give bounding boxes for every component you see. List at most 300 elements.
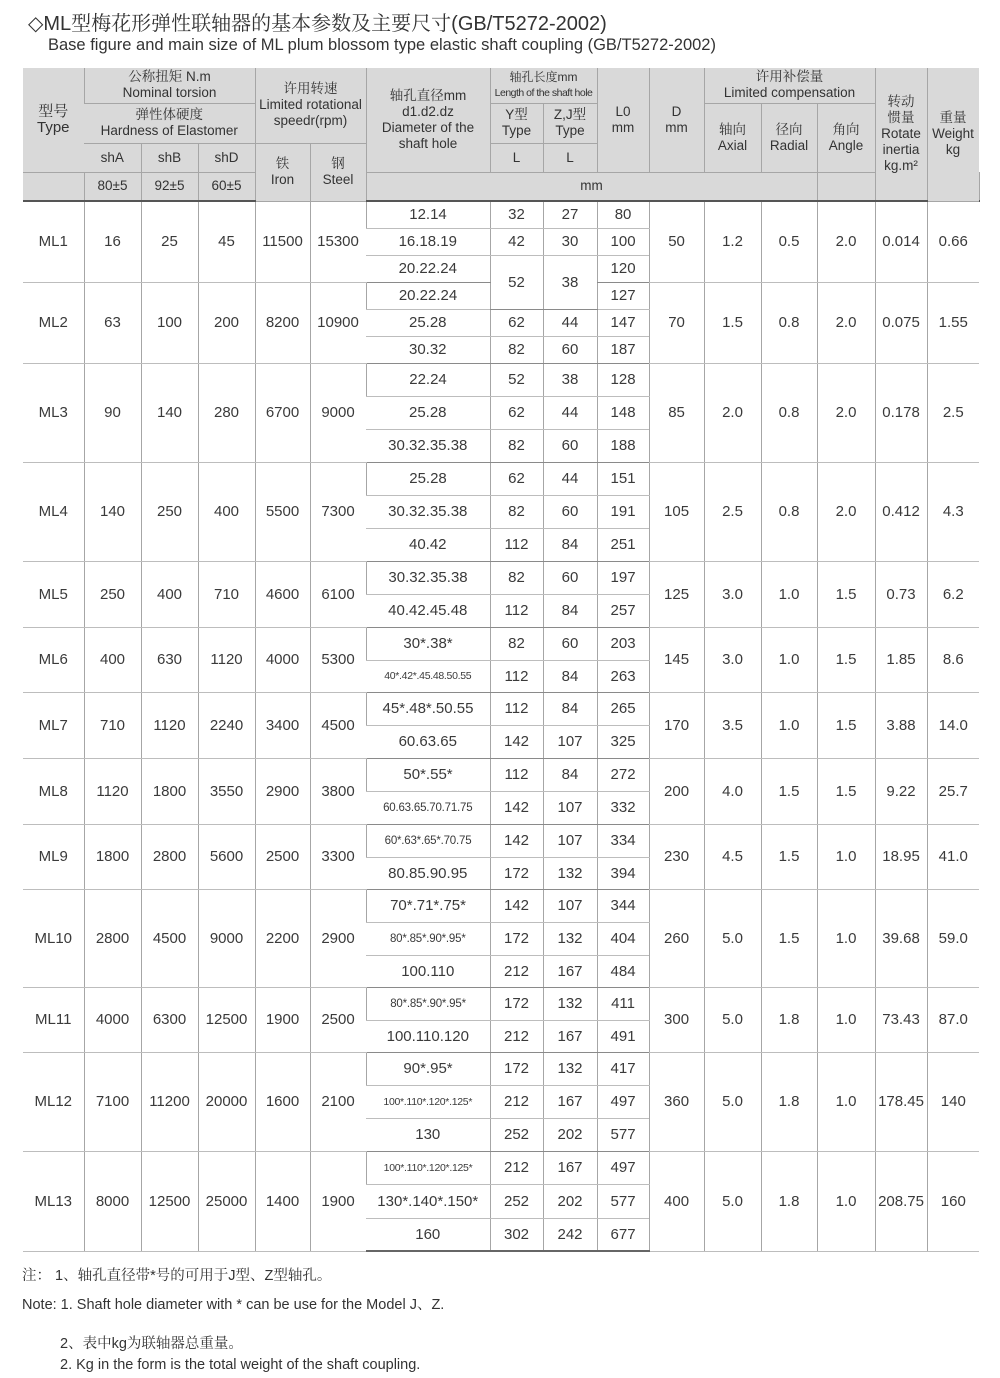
comp-radial: 0.5 [761, 201, 817, 282]
length-y-type: 82 [490, 336, 543, 363]
rotate-inertia: 3.88 [875, 692, 927, 758]
speed-steel: 10900 [310, 282, 366, 363]
weight: 14.0 [927, 692, 979, 758]
speed-iron: 1400 [255, 1151, 310, 1251]
length-zj-type: 38 [543, 363, 597, 396]
speed-iron: 1900 [255, 987, 310, 1052]
torque-shb: 4500 [141, 889, 198, 987]
comp-angle: 2.0 [817, 201, 875, 282]
length-y-type: 82 [490, 561, 543, 594]
length-y-type: 32 [490, 201, 543, 228]
length-zj-type: 107 [543, 824, 597, 857]
l0-length: 677 [597, 1218, 649, 1251]
header-type: 型号 Type [23, 68, 84, 172]
table-row [23, 363, 979, 396]
shaft-hole-diameter: 22.24 [366, 363, 490, 396]
header-empty-comp [817, 172, 927, 201]
torque-sha: 400 [84, 627, 141, 692]
shaft-hole-diameter: 100.110.120 [366, 1020, 490, 1052]
header-shb-value: 92±5 [141, 172, 198, 201]
shaft-hole-diameter: 60*.63*.65*.70.75 [366, 824, 490, 857]
header-l0: L0 mm [597, 68, 649, 172]
length-zj-type: 167 [543, 955, 597, 987]
l0-length: 497 [597, 1085, 649, 1118]
l0-length: 80 [597, 201, 649, 228]
header-l-y: L [490, 143, 543, 172]
speed-steel: 5300 [310, 627, 366, 692]
length-y-type: 82 [490, 429, 543, 462]
note-1-en: Note: 1. Shaft hole diameter with * can be use for the Model J、Z. [22, 1297, 445, 1313]
comp-radial: 1.0 [761, 627, 817, 692]
coupling-spec-table [23, 68, 979, 1252]
rotate-inertia: 0.178 [875, 363, 927, 462]
page-title-cn: ◇ML型梅花形弹性联轴器的基本参数及主要尺寸(GB/T5272-2002) [28, 13, 607, 35]
speed-steel: 4500 [310, 692, 366, 758]
speed-steel: 1900 [310, 1151, 366, 1251]
header-shb: shB [141, 143, 198, 172]
comp-angle: 1.0 [817, 987, 875, 1052]
torque-shb: 250 [141, 462, 198, 561]
length-y-type: 112 [490, 594, 543, 627]
speed-iron: 11500 [255, 201, 310, 282]
length-zj-type: 44 [543, 396, 597, 429]
l0-length: 404 [597, 922, 649, 955]
weight: 25.7 [927, 758, 979, 824]
comp-angle: 1.0 [817, 1151, 875, 1251]
shaft-hole-diameter: 30.32.35.38 [366, 429, 490, 462]
torque-shd: 5600 [198, 824, 255, 889]
l0-length: 334 [597, 824, 649, 857]
comp-angle: 2.0 [817, 363, 875, 462]
torque-shd: 20000 [198, 1052, 255, 1151]
torque-shb: 12500 [141, 1151, 198, 1251]
l0-length: 394 [597, 857, 649, 889]
length-zj-type: 167 [543, 1085, 597, 1118]
comp-radial: 1.5 [761, 758, 817, 824]
table-row [23, 201, 979, 228]
length-zj-type: 132 [543, 987, 597, 1020]
length-zj-type: 60 [543, 495, 597, 528]
shaft-hole-diameter: 130 [366, 1118, 490, 1151]
torque-sha: 2800 [84, 889, 141, 987]
torque-sha: 4000 [84, 987, 141, 1052]
speed-steel: 15300 [310, 201, 366, 282]
length-zj-type: 167 [543, 1020, 597, 1052]
speed-steel: 9000 [310, 363, 366, 462]
outer-diameter: 360 [649, 1052, 704, 1151]
header-bore: 轴孔直径mm d1.d2.dz Diameter of the shaft hole [366, 68, 490, 172]
weight: 160 [927, 1151, 979, 1251]
note-2-en: 2. Kg in the form is the total weight of the shaft coupling. [60, 1357, 421, 1373]
torque-sha: 8000 [84, 1151, 141, 1251]
torque-sha: 16 [84, 201, 141, 282]
note-2-cn: 2、表中kg为联轴器总重量。 [60, 1336, 243, 1352]
l0-length: 325 [597, 725, 649, 758]
length-zj-type: 202 [543, 1118, 597, 1151]
rotate-inertia: 18.95 [875, 824, 927, 889]
weight: 1.55 [927, 282, 979, 363]
torque-shb: 1800 [141, 758, 198, 824]
shaft-hole-diameter: 25.28 [366, 309, 490, 336]
outer-diameter: 400 [649, 1151, 704, 1251]
speed-steel: 2500 [310, 987, 366, 1052]
outer-diameter: 70 [649, 282, 704, 363]
table-row [23, 824, 979, 857]
length-y-type: 172 [490, 1052, 543, 1085]
shaft-hole-diameter: 16.18.19 [366, 228, 490, 255]
torque-sha: 90 [84, 363, 141, 462]
torque-shb: 25 [141, 201, 198, 282]
length-y-type: 112 [490, 692, 543, 725]
speed-iron: 2200 [255, 889, 310, 987]
length-y-type: 112 [490, 660, 543, 692]
shaft-hole-diameter: 90*.95* [366, 1052, 490, 1085]
rotate-inertia: 208.75 [875, 1151, 927, 1251]
weight: 8.6 [927, 627, 979, 692]
speed-iron: 6700 [255, 363, 310, 462]
rotate-inertia: 1.85 [875, 627, 927, 692]
comp-axial: 1.2 [704, 201, 761, 282]
model-type: ML7 [23, 692, 84, 758]
table-row [23, 758, 979, 791]
l0-length: 100 [597, 228, 649, 255]
model-type: ML13 [23, 1151, 84, 1251]
header-speed: 许用转速 Limited rotational speedr(rpm) [255, 68, 366, 143]
comp-radial: 1.8 [761, 1151, 817, 1251]
comp-radial: 0.8 [761, 462, 817, 561]
length-y-type: 212 [490, 1151, 543, 1184]
shaft-hole-diameter: 30.32.35.38 [366, 495, 490, 528]
comp-radial: 1.0 [761, 692, 817, 758]
l0-length: 127 [597, 282, 649, 309]
torque-shd: 9000 [198, 889, 255, 987]
table-row [23, 561, 979, 594]
shaft-hole-diameter: 25.28 [366, 462, 490, 495]
weight: 59.0 [927, 889, 979, 987]
shaft-hole-diameter: 40.42.45.48 [366, 594, 490, 627]
l0-length: 417 [597, 1052, 649, 1085]
model-type: ML8 [23, 758, 84, 824]
length-zj-type: 167 [543, 1151, 597, 1184]
length-zj-type: 44 [543, 309, 597, 336]
l0-length: 577 [597, 1118, 649, 1151]
comp-angle: 1.5 [817, 692, 875, 758]
model-type: ML1 [23, 201, 84, 282]
model-type: ML9 [23, 824, 84, 889]
header-y-type: Y型 Type [490, 103, 543, 143]
torque-shd: 12500 [198, 987, 255, 1052]
length-y-type: 172 [490, 987, 543, 1020]
l0-length: 577 [597, 1184, 649, 1218]
rotate-inertia: 178.45 [875, 1052, 927, 1151]
shaft-hole-diameter: 12.14 [366, 201, 490, 228]
shaft-hole-diameter: 30*.38* [366, 627, 490, 660]
comp-axial: 5.0 [704, 1052, 761, 1151]
torque-shb: 11200 [141, 1052, 198, 1151]
comp-radial: 1.5 [761, 889, 817, 987]
model-type: ML3 [23, 363, 84, 462]
torque-sha: 7100 [84, 1052, 141, 1151]
length-zj-type: 107 [543, 791, 597, 824]
weight: 87.0 [927, 987, 979, 1052]
length-y-type: 172 [490, 857, 543, 889]
l0-length: 191 [597, 495, 649, 528]
torque-shb: 1120 [141, 692, 198, 758]
length-zj-type: 60 [543, 561, 597, 594]
comp-angle: 1.0 [817, 1052, 875, 1151]
torque-shb: 140 [141, 363, 198, 462]
header-inertia: 转动 惯量 Rotate inertia kg.m² [875, 68, 927, 201]
header-radial: 径向 Radial [761, 103, 817, 172]
length-zj-type: 202 [543, 1184, 597, 1218]
header-sha: shA [84, 143, 141, 172]
speed-iron: 8200 [255, 282, 310, 363]
note-1-cn: 注： 1、轴孔直径带*号的可用于J型、Z型轴孔。 [22, 1268, 332, 1284]
weight: 0.66 [927, 201, 979, 282]
length-y-type: 252 [490, 1118, 543, 1151]
shaft-hole-diameter: 80.85.90.95 [366, 857, 490, 889]
table-row [23, 1052, 979, 1085]
speed-steel: 7300 [310, 462, 366, 561]
length-y-type: 302 [490, 1218, 543, 1251]
shaft-hole-diameter: 40*.42*.45.48.50.55 [366, 660, 490, 692]
length-zj-type: 84 [543, 660, 597, 692]
table-body [23, 201, 979, 1251]
length-y-type: 52 [490, 363, 543, 396]
speed-steel: 3300 [310, 824, 366, 889]
shaft-hole-diameter: 20.22.24 [366, 255, 490, 282]
rotate-inertia: 39.68 [875, 889, 927, 987]
weight: 41.0 [927, 824, 979, 889]
outer-diameter: 230 [649, 824, 704, 889]
comp-radial: 1.8 [761, 987, 817, 1052]
rotate-inertia: 0.412 [875, 462, 927, 561]
length-y-type: 142 [490, 791, 543, 824]
rotate-inertia: 0.014 [875, 201, 927, 282]
length-y-type: 62 [490, 396, 543, 429]
l0-length: 120 [597, 255, 649, 282]
model-type: ML5 [23, 561, 84, 627]
header-steel: 钢 Steel [310, 143, 366, 201]
shaft-hole-diameter: 80*.85*.90*.95* [366, 987, 490, 1020]
header-iron: 铁 Iron [255, 143, 310, 201]
rotate-inertia: 9.22 [875, 758, 927, 824]
comp-axial: 3.0 [704, 627, 761, 692]
length-y-type: 42 [490, 228, 543, 255]
length-zj-type: 44 [543, 462, 597, 495]
comp-axial: 2.0 [704, 363, 761, 462]
table-row [23, 692, 979, 725]
model-type: ML4 [23, 462, 84, 561]
speed-iron: 4000 [255, 627, 310, 692]
length-y-type: 62 [490, 309, 543, 336]
shaft-hole-diameter: 60.63.65 [366, 725, 490, 758]
model-type: ML2 [23, 282, 84, 363]
weight: 2.5 [927, 363, 979, 462]
torque-shd: 1120 [198, 627, 255, 692]
header-empty [23, 172, 84, 201]
comp-angle: 1.5 [817, 758, 875, 824]
rotate-inertia: 0.075 [875, 282, 927, 363]
model-type: ML10 [23, 889, 84, 987]
comp-angle: 2.0 [817, 462, 875, 561]
shaft-hole-diameter: 45*.48*.50.55 [366, 692, 490, 725]
shaft-hole-diameter: 70*.71*.75* [366, 889, 490, 922]
length-y-type: 142 [490, 824, 543, 857]
length-y-type: 112 [490, 528, 543, 561]
l0-length: 151 [597, 462, 649, 495]
table-row [23, 987, 979, 1020]
torque-shd: 3550 [198, 758, 255, 824]
length-zj-type: 60 [543, 429, 597, 462]
speed-iron: 5500 [255, 462, 310, 561]
torque-shd: 25000 [198, 1151, 255, 1251]
shaft-hole-diameter: 100*.110*.120*.125* [366, 1151, 490, 1184]
speed-iron: 3400 [255, 692, 310, 758]
comp-axial: 3.0 [704, 561, 761, 627]
length-y-type: 212 [490, 1085, 543, 1118]
l0-length: 257 [597, 594, 649, 627]
torque-shd: 45 [198, 201, 255, 282]
comp-angle: 1.5 [817, 561, 875, 627]
table-row [23, 462, 979, 495]
speed-iron: 2900 [255, 758, 310, 824]
l0-length: 332 [597, 791, 649, 824]
length-zj-type: 84 [543, 528, 597, 561]
shaft-hole-diameter: 30.32 [366, 336, 490, 363]
comp-radial: 1.0 [761, 561, 817, 627]
comp-radial: 1.8 [761, 1052, 817, 1151]
comp-radial: 0.8 [761, 363, 817, 462]
length-zj-type: 107 [543, 889, 597, 922]
model-type: ML12 [23, 1052, 84, 1151]
rotate-inertia: 73.43 [875, 987, 927, 1052]
table-row [23, 889, 979, 922]
comp-angle: 1.0 [817, 824, 875, 889]
l0-length: 484 [597, 955, 649, 987]
header-mm-unit: mm [366, 172, 817, 201]
torque-sha: 710 [84, 692, 141, 758]
outer-diameter: 125 [649, 561, 704, 627]
length-zj-type: 27 [543, 201, 597, 228]
length-zj-type: 30 [543, 228, 597, 255]
header-compensation: 许用补偿量 Limited compensation [704, 68, 875, 103]
speed-steel: 2100 [310, 1052, 366, 1151]
comp-axial: 4.0 [704, 758, 761, 824]
comp-angle: 1.0 [817, 889, 875, 987]
shaft-hole-diameter: 20.22.24 [366, 282, 490, 309]
model-type: ML6 [23, 627, 84, 692]
outer-diameter: 105 [649, 462, 704, 561]
l0-length: 197 [597, 561, 649, 594]
outer-diameter: 170 [649, 692, 704, 758]
l0-length: 188 [597, 429, 649, 462]
comp-radial: 0.8 [761, 282, 817, 363]
weight: 140 [927, 1052, 979, 1151]
comp-axial: 1.5 [704, 282, 761, 363]
l0-length: 265 [597, 692, 649, 725]
length-zj-type: 84 [543, 692, 597, 725]
header-angle: 角向 Angle [817, 103, 875, 172]
torque-shd: 710 [198, 561, 255, 627]
header-zj-type: Z,J型 Type [543, 103, 597, 143]
header-axial: 轴向 Axial [704, 103, 761, 172]
shaft-hole-diameter: 50*.55* [366, 758, 490, 791]
outer-diameter: 50 [649, 201, 704, 282]
page-title-en: Base figure and main size of ML plum blossom type elastic shaft coupling (GB/T5272-2002) [48, 36, 716, 54]
comp-axial: 5.0 [704, 889, 761, 987]
shaft-hole-diameter: 25.28 [366, 396, 490, 429]
length-zj-type: 84 [543, 758, 597, 791]
l0-length: 147 [597, 309, 649, 336]
length-y-type: 212 [490, 955, 543, 987]
length-zj-type: 132 [543, 1052, 597, 1085]
speed-iron: 1600 [255, 1052, 310, 1151]
speed-steel: 2900 [310, 889, 366, 987]
length-y-type: 112 [490, 758, 543, 791]
outer-diameter: 300 [649, 987, 704, 1052]
weight: 4.3 [927, 462, 979, 561]
length-zj-type: 60 [543, 627, 597, 660]
shaft-hole-diameter: 100*.110*.120*.125* [366, 1085, 490, 1118]
length-y-type: 82 [490, 495, 543, 528]
shaft-hole-diameter: 30.32.35.38 [366, 561, 490, 594]
l0-length: 128 [597, 363, 649, 396]
l0-length: 203 [597, 627, 649, 660]
shaft-hole-diameter: 160 [366, 1218, 490, 1251]
header-weight: 重量 Weight kg [927, 68, 979, 201]
header-d: D mm [649, 68, 704, 172]
l0-length: 491 [597, 1020, 649, 1052]
torque-shd: 200 [198, 282, 255, 363]
l0-length: 272 [597, 758, 649, 791]
length-y-type: 82 [490, 627, 543, 660]
length-y-type: 172 [490, 922, 543, 955]
l0-length: 344 [597, 889, 649, 922]
length-zj-type: 132 [543, 857, 597, 889]
torque-shb: 100 [141, 282, 198, 363]
speed-steel: 3800 [310, 758, 366, 824]
length-zj-type: 38 [543, 255, 597, 309]
comp-axial: 2.5 [704, 462, 761, 561]
shaft-hole-diameter: 130*.140*.150* [366, 1184, 490, 1218]
comp-axial: 3.5 [704, 692, 761, 758]
header-l-zj: L [543, 143, 597, 172]
length-zj-type: 132 [543, 922, 597, 955]
shaft-hole-diameter: 40.42 [366, 528, 490, 561]
header-torque: 公称扭矩 N.m Nominal torsion [84, 68, 255, 103]
comp-angle: 2.0 [817, 282, 875, 363]
header-length: 轴孔长度mm Length of the shaft hole [490, 68, 597, 103]
shaft-hole-diameter: 80*.85*.90*.95* [366, 922, 490, 955]
length-y-type: 142 [490, 725, 543, 758]
length-y-type: 252 [490, 1184, 543, 1218]
length-y-type: 52 [490, 255, 543, 309]
header-sha-value: 80±5 [84, 172, 141, 201]
rotate-inertia: 0.73 [875, 561, 927, 627]
speed-iron: 4600 [255, 561, 310, 627]
torque-shd: 400 [198, 462, 255, 561]
torque-shd: 280 [198, 363, 255, 462]
outer-diameter: 145 [649, 627, 704, 692]
comp-radial: 1.5 [761, 824, 817, 889]
comp-axial: 5.0 [704, 1151, 761, 1251]
length-y-type: 212 [490, 1020, 543, 1052]
comp-angle: 1.5 [817, 627, 875, 692]
comp-axial: 5.0 [704, 987, 761, 1052]
speed-steel: 6100 [310, 561, 366, 627]
length-zj-type: 107 [543, 725, 597, 758]
